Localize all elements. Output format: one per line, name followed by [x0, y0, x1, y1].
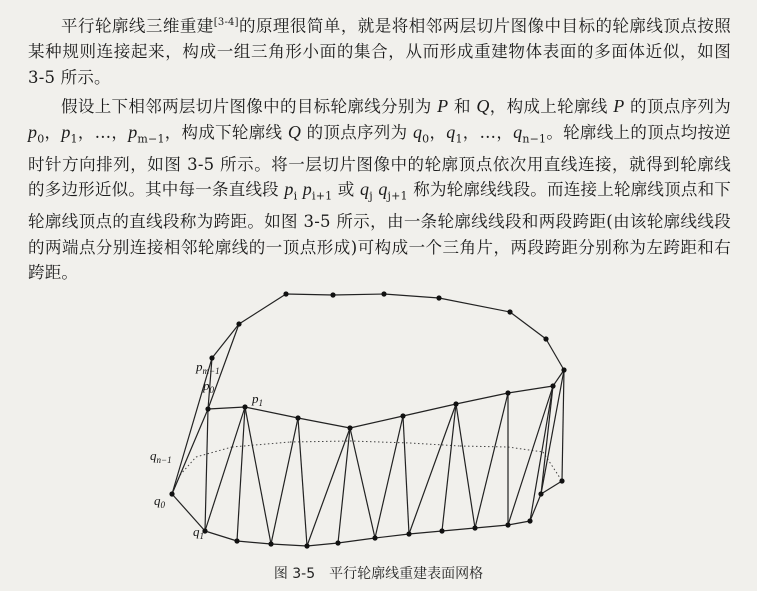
- text-run: i: [293, 189, 298, 203]
- vertex-dot: [507, 309, 512, 314]
- mesh-edge: [508, 521, 530, 525]
- mesh-edge: [456, 404, 475, 528]
- text-run: p: [302, 179, 312, 200]
- vertex-dot: [550, 383, 555, 388]
- text-run: ，构成下轮廓线: [164, 122, 288, 142]
- text-run: ，: [44, 122, 62, 142]
- vertex-dot: [505, 390, 510, 395]
- text-run: P: [437, 96, 449, 117]
- text-run: p: [284, 179, 294, 200]
- mesh-edge: [307, 543, 338, 546]
- mesh-edge: [530, 386, 553, 521]
- text-run: ，…，: [462, 122, 514, 142]
- mesh-edge: [205, 531, 237, 541]
- mesh-edge: [245, 407, 298, 418]
- text-run: p: [61, 121, 71, 142]
- mesh-edge: [439, 298, 510, 312]
- mesh-edge: [208, 407, 245, 409]
- vertex-dot: [505, 522, 510, 527]
- text-run: ，…，: [77, 122, 129, 142]
- vertex-dot: [406, 531, 411, 536]
- vertex-dot: [242, 404, 247, 409]
- mesh-edge: [338, 538, 375, 543]
- vertex-dot: [543, 336, 548, 341]
- mesh-edge: [286, 294, 333, 295]
- vertex-dot: [169, 491, 174, 496]
- label-q-n-1: $q_{n-1}$: [150, 448, 172, 465]
- text-run: q: [412, 121, 423, 142]
- mesh-edge: [442, 528, 475, 531]
- text-run: 假设上下相邻两层切片图像中的目标轮廓线分别为: [61, 97, 438, 117]
- mesh-edge: [290, 441, 350, 442]
- mesh-edge: [375, 534, 409, 538]
- mesh-edge: [456, 393, 508, 404]
- contour-vertices: [169, 291, 566, 548]
- mesh-edge: [375, 416, 403, 538]
- mesh-edge: [172, 494, 205, 531]
- mesh-edge: [530, 494, 541, 521]
- text-run: 称为轮廓线线段。而连接上轮廓线顶点和下轮廓线顶点的直线段称为跨距。如图 3-5 所示，由一条轮廓线线段和两段跨距(由该轮廓线线段的两端点分别连接相邻轮廓线的一顶点形成)可构成一个三角片，两段跨距分别称为左跨距和右跨距。: [28, 180, 731, 283]
- mesh-edge: [239, 294, 286, 324]
- vertex-dot: [304, 543, 309, 548]
- mesh-edge: [409, 531, 442, 534]
- vertex-dot: [436, 295, 441, 300]
- vertex-dot: [527, 518, 532, 523]
- mesh-edge: [403, 404, 456, 416]
- mesh-edge: [541, 481, 562, 494]
- text-run: 0: [422, 132, 430, 146]
- vertex-dot: [234, 538, 239, 543]
- mesh-edge: [562, 370, 564, 481]
- mesh-edge: [196, 447, 232, 457]
- figure-caption: 图 3-5 平行轮廓线重建表面网格: [273, 566, 484, 582]
- vertex-dot: [453, 401, 458, 406]
- mesh-edge: [245, 407, 271, 544]
- text-run: 和: [448, 97, 477, 117]
- mesh-edge: [508, 386, 553, 393]
- mesh-edge: [475, 525, 508, 528]
- mesh-edge: [271, 544, 307, 546]
- text-run: 平行轮廓线三维重建: [61, 16, 214, 36]
- vertex-dot: [372, 535, 377, 540]
- mesh-edge: [333, 294, 384, 295]
- vertex-dot: [559, 478, 564, 483]
- mesh-edge: [271, 418, 298, 544]
- text-run: i+1: [311, 189, 333, 203]
- mesh-edge: [298, 418, 350, 428]
- text-run: p: [28, 121, 38, 142]
- text-run: p: [128, 121, 138, 142]
- text-run: 1: [455, 132, 463, 146]
- vertex-dot: [538, 491, 543, 496]
- vertex-dot: [472, 525, 477, 530]
- label-p1: $p_1$: [252, 391, 263, 408]
- mesh-edge: [237, 541, 271, 544]
- mesh-edge: [410, 443, 460, 446]
- text-run: q: [513, 121, 523, 142]
- mesh-edge: [508, 386, 553, 525]
- text-run: 的顶点序列为: [301, 122, 413, 142]
- vertex-dot: [330, 292, 335, 297]
- text-run: 的顶点序列为: [624, 97, 731, 117]
- mesh-edge: [350, 441, 410, 443]
- vertex-dot: [400, 413, 405, 418]
- label-q0: $q_0$: [154, 493, 165, 510]
- vertex-dot: [295, 415, 300, 420]
- mesh-edge: [510, 312, 546, 339]
- mesh-edge: [350, 428, 375, 538]
- vertex-dot: [205, 406, 210, 411]
- mesh-edge: [172, 409, 208, 494]
- text-run: 。轮廓线上的顶点均按逆时针方向排列，如图 3-5 所示。将一层切片图像中的轮廓顶点依次用直线连接，就得到轮廓线的多边形近似。其中每一条直线段: [28, 122, 732, 200]
- text-run: ，: [429, 122, 447, 142]
- mesh-edge: [460, 446, 508, 447]
- text-run: 的原理很简单，就是将相邻两层切片图像中目标的轮廓线顶点按照某种规则连接起来，构成一组三角形小面的集合，从而形成重建物体表面的多面体近似，如图 3-5 所示。: [28, 16, 731, 87]
- mesh-edge: [384, 294, 439, 298]
- vertex-dot: [283, 291, 288, 296]
- label-p-m-1: $p_{m-1}$: [196, 359, 220, 376]
- mesh-edge: [232, 442, 290, 447]
- mesh-edge: [403, 416, 409, 534]
- text-run: q: [378, 179, 388, 200]
- label-p0: $p_0$: [203, 378, 214, 395]
- mesh-edge: [475, 393, 508, 528]
- mesh-edge: [205, 409, 208, 531]
- vertex-dot: [209, 355, 214, 360]
- text-run: Q: [476, 96, 490, 117]
- mesh-edge: [508, 447, 543, 452]
- mesh-edge: [298, 418, 307, 546]
- dotted-top-contour-p: [172, 441, 562, 494]
- label-q1: $q_1$: [193, 524, 204, 541]
- text-run: 1: [70, 132, 78, 146]
- vertex-dot: [268, 541, 273, 546]
- text-run: 0: [37, 132, 45, 146]
- text-run: m−1: [137, 132, 165, 146]
- text-run: ，构成上轮廓线: [489, 97, 614, 117]
- text-run: n−1: [522, 132, 547, 146]
- vertex-dot: [236, 321, 241, 326]
- vertex-dot: [335, 540, 340, 545]
- vertex-dot: [381, 291, 386, 296]
- mesh-edge: [350, 416, 403, 428]
- text-run: q: [360, 179, 370, 200]
- vertex-dot: [439, 528, 444, 533]
- triangle-mesh: [172, 294, 564, 546]
- text-run: Q: [287, 121, 302, 142]
- mesh-edge: [212, 324, 239, 358]
- text-run: q: [446, 121, 456, 142]
- text-run: P: [613, 96, 625, 117]
- text-run: 或: [332, 180, 360, 200]
- vertex-dot: [347, 425, 352, 430]
- text-run: j+1: [387, 189, 408, 203]
- mesh-edge: [546, 339, 564, 370]
- vertex-dot: [561, 367, 566, 372]
- text-run: j: [369, 189, 373, 203]
- text-run: [3-4]: [213, 17, 239, 28]
